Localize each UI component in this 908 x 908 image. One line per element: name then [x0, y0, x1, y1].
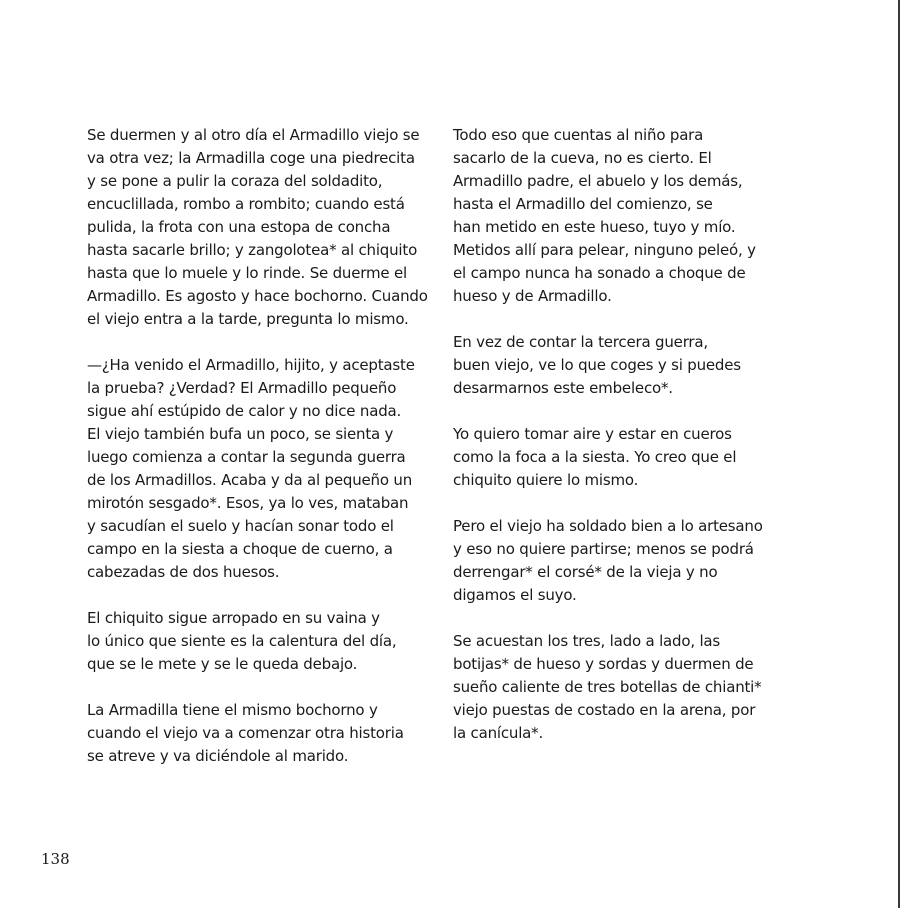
text-line: buen viejo, ve lo que coges y si puedes [453, 356, 741, 374]
text-line: la prueba? ¿Verdad? El Armadillo pequeño [87, 379, 397, 397]
text-line: digamos el suyo. [453, 586, 577, 604]
text-line: se atreve y va diciéndole al marido. [87, 747, 349, 765]
left-paragraph-4 [87, 699, 432, 768]
left-paragraph-1 [87, 124, 432, 331]
text-line: luego comienza a contar la segunda guerra [87, 448, 406, 466]
right-paragraph-2 [453, 331, 798, 400]
text-line: encuclillada, rombo a rombito; cuando está [87, 195, 405, 213]
text-line: —¿Ha venido el Armadillo, hijito, y aceptaste [87, 356, 415, 374]
text-line: Yo quiero tomar aire y estar en cueros [453, 425, 732, 443]
left-text-column [87, 124, 432, 791]
text-line: lo único que siente es la calentura del día, [87, 632, 397, 650]
text-line: el viejo entra a la tarde, pregunta lo mismo. [87, 310, 409, 328]
text-line: Todo eso que cuentas al niño para [453, 126, 704, 144]
text-line: Se duermen y al otro día el Armadillo viejo se [87, 126, 420, 144]
right-paragraph-5 [453, 630, 798, 745]
text-line: El chiquito sigue arropado en su vaina y [87, 609, 380, 627]
text-line: hasta el Armadillo del comienzo, se [453, 195, 713, 213]
text-line: mirotón sesgado*. Esos, ya lo ves, mataban [87, 494, 409, 512]
text-line: Pero el viejo ha soldado bien a lo artesano [453, 517, 763, 535]
text-line: desarmarnos este embeleco*. [453, 379, 673, 397]
text-line: Armadillo. Es agosto y hace bochorno. Cuando [87, 287, 428, 305]
text-line: que se le mete y se le queda debajo. [87, 655, 358, 673]
text-line: El viejo también bufa un poco, se sienta y [87, 425, 394, 443]
text-line: La Armadilla tiene el mismo bochorno y [87, 701, 378, 719]
text-line: Armadillo padre, el abuelo y los demás, [453, 172, 743, 190]
text-line: sigue ahí estúpido de calor y no dice nada. [87, 402, 402, 420]
left-paragraph-3 [87, 607, 432, 676]
text-line: sueño caliente de tres botellas de chianti* [453, 678, 762, 696]
text-line: cuando el viejo va a comenzar otra historia [87, 724, 404, 742]
text-line: cabezadas de dos huesos. [87, 563, 280, 581]
text-line: de los Armadillos. Acaba y da al pequeño un [87, 471, 413, 489]
text-line: y se pone a pulir la coraza del soldadito, [87, 172, 383, 190]
text-line: hasta sacarle brillo; y zangolotea* al chiquito [87, 241, 418, 259]
text-line: derrengar* el corsé* de la vieja y no [453, 563, 718, 581]
text-line: hueso y de Armadillo. [453, 287, 612, 305]
text-line: hasta que lo muele y lo rinde. Se duerme el [87, 264, 407, 282]
right-paragraph-3 [453, 423, 798, 492]
text-line: En vez de contar la tercera guerra, [453, 333, 708, 351]
left-paragraph-2 [87, 354, 432, 584]
text-line: como la foca a la siesta. Yo creo que el [453, 448, 737, 466]
right-paragraph-4 [453, 515, 798, 607]
text-line: va otra vez; la Armadilla coge una piedrecita [87, 149, 415, 167]
text-line: sacarlo de la cueva, no es cierto. El [453, 149, 712, 167]
text-line: la canícula*. [453, 724, 544, 742]
text-line: y eso no quiere partirse; menos se podrá [453, 540, 754, 558]
text-line: y sacudían el suelo y hacían sonar todo el [87, 517, 394, 535]
page-number: 138 [41, 850, 70, 868]
text-line: Se acuestan los tres, lado a lado, las [453, 632, 721, 650]
text-line: botijas* de hueso y sordas y duermen de [453, 655, 754, 673]
text-line: el campo nunca ha sonado a choque de [453, 264, 746, 282]
text-line: chiquito quiere lo mismo. [453, 471, 639, 489]
text-line: han metido en este hueso, tuyo y mío. [453, 218, 736, 236]
page-edge-line [898, 0, 900, 908]
text-line: pulida, la frota con una estopa de concha [87, 218, 391, 236]
right-paragraph-1 [453, 124, 798, 308]
text-line: viejo puestas de costado en la arena, por [453, 701, 756, 719]
text-line: campo en la siesta a choque de cuerno, a [87, 540, 393, 558]
text-line: Metidos allí para pelear, ninguno peleó, y [453, 241, 756, 259]
right-text-column [453, 124, 798, 768]
